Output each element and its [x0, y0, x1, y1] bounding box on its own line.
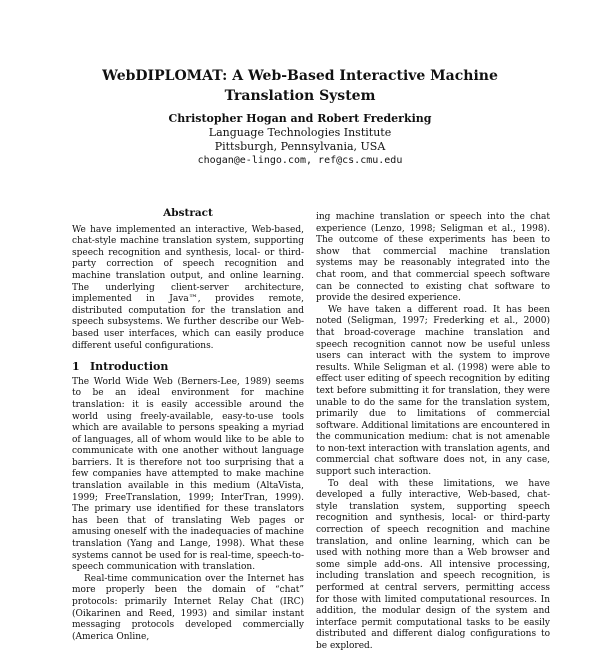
right-paragraph-2: We have taken a different road. It has been noted (Seligman, 1997; Frederking et al., 2000) that broad-coverage machine translation and speech recognition cannot now be useful unless users can interact with the system to improve results. While Seligman et al. (1998) were able to effect user editing of speech recognition by editing text before submitting it for translation, they were unable to do the same for the translation system, primarily due to limitations of commercial software. Additional limitations are encountered in the communication medium: chat is not amenable to non-text interaction with translation agents, and commercial chat software does not, in any case, support such interaction.: [316, 304, 550, 478]
section-title: Introduction: [90, 360, 169, 374]
abstract-text: We have implemented an interactive, Web-based, chat-style machine translation system, supporting speech recognition and synthesis, local- or third-party correction of speech recognition and machine translation output, and online learning. The underlying client-server architecture, implemented in Java™, provides remote, distributed computation for the translation and speech subsystems. We further describe our Web-based user interfaces, which can easily produce different useful configurations.: [72, 224, 304, 351]
right-column: [316, 212, 550, 653]
author-emails: chogan@e-lingo.com, ref@cs.cmu.edu: [197, 155, 403, 166]
location: Pittsburgh, Pennsylvania, USA: [214, 140, 386, 153]
section-heading-introduction: [72, 361, 304, 373]
author-names: Christopher Hogan and Robert Frederking: [168, 112, 432, 125]
intro-paragraph-2: Real-time communication over the Internet has more properly been the domain of “chat” protocols: primarily Internet Relay Chat (IRC) (Oikarinen and Reed, 1993) and similar instant messaging protocols developed commercially (America Online,: [72, 573, 304, 642]
right-paragraph-continued: ing machine translation or speech into the chat experience (Lenzo, 1998; Seligman et al., 1998). The outcome of these experiments has been to show that commercial machine translation systems may be reasonably integrated into the chat room, and that commercial speech software can be connected to existing chat software to provide the desired experience.: [316, 212, 550, 304]
section-number: 1: [72, 360, 80, 374]
abstract-heading: Abstract: [163, 207, 213, 219]
intro-paragraph-1: The World Wide Web (Berners-Lee, 1989) seems to be an ideal environment for machine translation: it is easily accessible around the world using freely-available, easy-to-use tools which are available to persons speaking a myriad of languages, all of whom would like to be able to communicate with one another without language barriers. It is therefore not too surprising that a few companies have attempted to make machine translation available in this medium (AltaVista, 1999; FreeTranslation, 1999; InterTran, 1999). The primary use identified for these translators has been that of translating Web pages or amusing oneself with the inadequacies of machine translation (Yang and Lange, 1998). What these systems cannot be used for is real-time, speech-to-speech communication with translation.: [72, 376, 304, 573]
affiliation: Language Technologies Institute: [208, 126, 392, 139]
left-column: [72, 208, 304, 643]
paper-title: WebDIPLOMAT: A Web-Based Interactive Machine Translation System: [102, 68, 498, 104]
right-paragraph-3: To deal with these limitations, we have developed a fully interactive, Web-based, chat-style translation system, supporting speech recognition and synthesis, local- or third-party correction of speech recognition and machine translation, and online learning, which can be used with nothing more than a Web browser and some simple add-ons. All intensive processing, including translation and speech recognition, is performed at central servers, permitting access for those with limited computational resources. In addition, the modular design of the system and interface permit computational tasks to be easily distributed and different dialog configurations to be explored.: [316, 478, 550, 651]
author-block: [100, 112, 500, 168]
